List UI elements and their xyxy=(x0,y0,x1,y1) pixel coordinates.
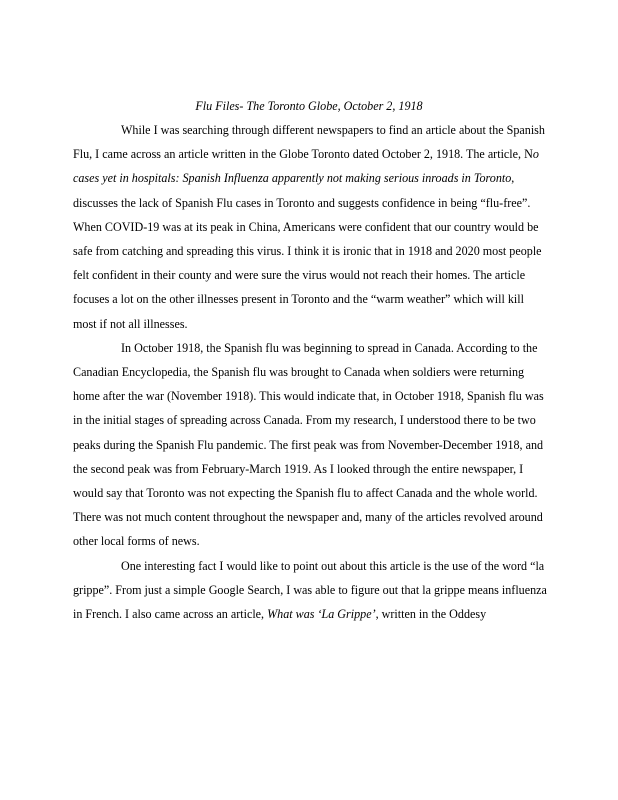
paragraph-1-text-a: While I was searching through different newspapers to find an article about the Spanish Flu, I came across an article written in the Globe Toronto dated October 2, 1918. The article, N xyxy=(73,123,545,162)
paragraph-1 xyxy=(73,118,547,336)
paragraph-3-text-b: , written in the Oddesy xyxy=(375,607,487,622)
article-headline: o cases yet in hospitals: Spanish Influenza apparently not making serious inroads in Toronto xyxy=(73,147,539,186)
document-title: Flu Files- The Toronto Globe, October 2, 1918 xyxy=(195,99,423,113)
paragraph-1-text-b: , discusses the lack of Spanish Flu cases in Toronto and suggests confidence in being “flu-free”. When COVID-19 was at its peak in China, Americans were confident that our country would be safe from catching and spreading this virus. I think it is ironic that in 1918 and 2020 most people felt confident in their county and were sure the virus would not reach their homes. The article focuses a lot on the other illnesses present in Toronto and the “warm weather” which will kill most if not all illnesses. xyxy=(73,171,542,331)
paragraph-3 xyxy=(73,554,547,627)
paragraph-2 xyxy=(73,336,547,554)
paragraph-2-text: In October 1918, the Spanish flu was beginning to spread in Canada. According to the Canadian Encyclopedia, the Spanish flu was brought to Canada when soldiers were returning home after the war (November 1918). This would indicate that, in October 1918, Spanish flu was in the initial stages of spreading across Canada. From my research, I understood there to be two peaks during the Spanish Flu pandemic. The first peak was from November-December 1918, and the second peak was from February-March 1919. As I looked through the entire newspaper, I would say that Toronto was not expecting the Spanish flu to affect Canada and the whole world. There was not much content throughout the newspaper and, many of the articles revolved around other local forms of news. xyxy=(73,340,544,549)
document-body xyxy=(73,118,547,626)
cited-article-title: What was ‘La Grippe’ xyxy=(267,607,376,622)
paragraph-3-text-a: One interesting fact I would like to point out about this article is the use of the word “la grippe”. From just a simple Google Search, I was able to figure out that la grippe means influenza in French. I also came across an article, xyxy=(73,558,547,622)
